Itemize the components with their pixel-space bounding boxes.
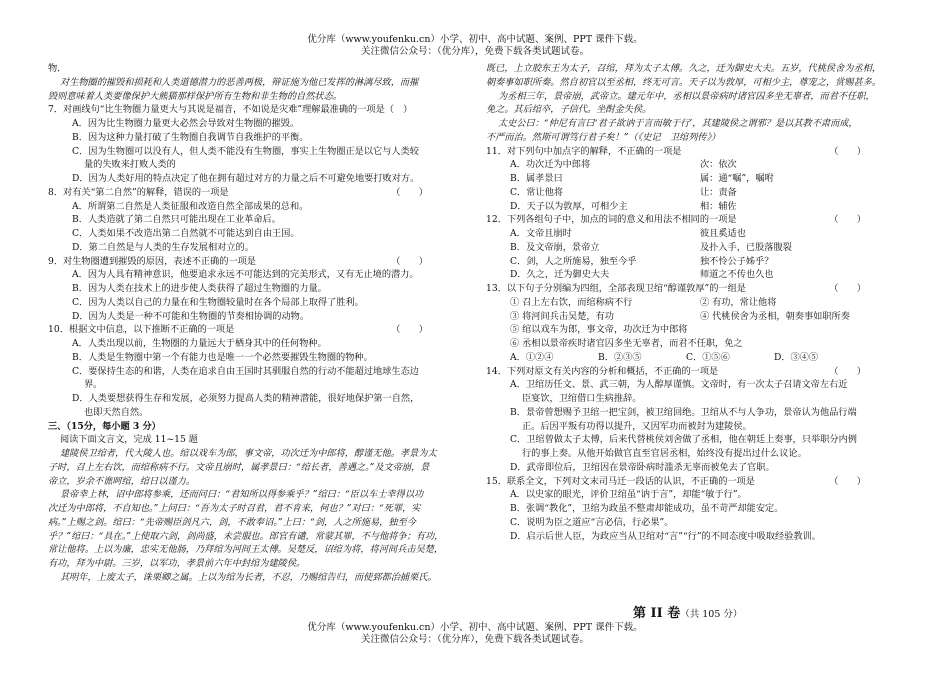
option-text: ① 召上左右饮，而绾称病不行 <box>510 296 633 308</box>
text-line: A．所谓第二自然是人类征服和改造自然全部成果的总和。 <box>72 200 309 212</box>
option-text: C．常让他将 <box>510 186 563 198</box>
question-text: 8．对有关“第二自然”的解释，错误的一项是 <box>48 186 229 198</box>
text-line: 朝奏事如职所奏。然自初官以至丞相，终无可言。天子以为敦厚，可相少主，尊宠之，赏赐甚多。 <box>486 76 882 88</box>
option-gloss: 师道之不传也久也 <box>700 269 774 281</box>
option-gloss: ④ 代桃侯舍为丞相，朝奏事如职所奏 <box>700 310 850 322</box>
text-line: 不严而治。然斯可谓笃行君子矣！”（《史记 卫绾列传》） <box>486 131 721 143</box>
question-text: 12．下列各组句子中，加点的词的意义和用法不相同的一项是 <box>486 214 737 226</box>
option-text: D．久之，迁为御史大夫 <box>510 269 610 281</box>
text-line: 病。”上赐之剑。绾曰：“先帝赐臣剑凡六，剑，不敢奉诏。”上曰：“剑，人之所施易，独至今 <box>48 516 416 528</box>
question-text: 9．对生物圈遭到摧毁的原因，表述不正确的一项是 <box>48 255 256 267</box>
text-line: 三、（15分，每小题 3 分） <box>48 420 161 432</box>
text-line: 其明年，上废太子，诛栗卿之属。上以为绾为长者，不忍，乃赐绾告归，而使郅都治捕栗氏。 <box>60 571 437 583</box>
text-line: 既已，上立胶东王为太子，召绾，拜为太子太傅。久之，迁为御史大夫。五岁，代桃侯舍为丞相， <box>486 63 882 74</box>
answer-option: D．③④⑤ <box>774 351 819 363</box>
option-pair <box>486 200 906 214</box>
page-header <box>0 34 950 58</box>
text-line: 次迁为中郎将，不自知也。”上问曰：“吾为太子时召君，君不肯来，何也？”对曰：“死罪，实 <box>48 503 421 514</box>
text-line: 正。后因平叛有功得以提升，又因军功而被封为建陵侯。 <box>522 420 752 432</box>
section-note: （共 105 分） <box>680 609 743 620</box>
option-gloss: ② 有功，常让他将 <box>700 296 777 308</box>
text-line: B．景帝曾想赐予卫绾一把宝剑，被卫绾回绝。卫绾从不与人争功，景帝认为他品行端 <box>510 406 857 418</box>
text-line: 界。 <box>84 379 103 391</box>
text-line: C．卫绾曾做太子太傅，后来代替桃侯刘舍做了丞相，他在朝廷上奏事，只举职分内例 <box>510 434 857 446</box>
text-line: 阅读下面文言文，完成 11~15 题 <box>60 434 198 446</box>
header-line-1: 优分库（www.youfenku.cn）小学、初中、高中试题、案例、PPT 课件下载。 <box>307 34 643 45</box>
option-gloss: 及扑入手，已股落腹裂 <box>700 241 792 253</box>
text-line: ⑥ 丞相以景帝疾时诸官囚多坐无辜者，而君不任职，免之 <box>510 338 743 349</box>
text-line: A．因为比生物圈力量更大必然会导致对生物圈的摧毁。 <box>72 118 300 129</box>
footer-line-1: 优分库（www.youfenku.cn）小学、初中、高中试题、案例、PPT 课件下载。 <box>307 622 643 633</box>
text-line: C．要保持生态的和谐，人类在追求自由王国时其驯服自然的行动不能超过地球生态边 <box>72 365 419 377</box>
option-pair <box>486 255 906 269</box>
text-line: 为丞相三年，景帝崩，武帝立。建元年中，丞相以景帝病时诸官囚多坐无辜者，而君不任职， <box>498 90 875 102</box>
text-line: 毁则意味着人类要像保护大熊猫那样保护所有生物和非生物的自然状态。 <box>48 90 342 102</box>
question-text: 11．对下列句中加点字的解释，不正确的一项是 <box>486 145 682 157</box>
answer-option: B．②③⑤ <box>598 351 642 363</box>
text-line: D．人类要想获得生存和发展，必须努力提高人类的精神潜能，很好地保护第一自然， <box>72 393 420 404</box>
option-gloss: 属：通“嘱”，嘱咐 <box>700 173 774 184</box>
option-gloss: 次：依次 <box>700 159 737 171</box>
text-line: B．因为这种力量打破了生物圈自我调节自我维护的平衡。 <box>72 131 309 143</box>
text-line: 太史公曰：“仲尼有言曰‘君子欲讷于言而敏于行’，其建陵侯之谓邪？是以其教不肃而成， <box>498 118 858 129</box>
question-line <box>48 186 468 200</box>
text-line: 7．对画线句“比生物圈力量更大与其说是福音，不如说是灾难”理解最准确的一项是（ ） <box>48 104 413 116</box>
question-line <box>486 145 906 159</box>
text-line: C．因为人类以自己的力量在和生物圈较量时在各个局部上取得了胜利。 <box>72 296 364 308</box>
option-text: D．天子以为敦厚，可相少主 <box>510 200 628 212</box>
option-text: A．文帝且崩时 <box>510 228 572 239</box>
section-title-text: 第 II 卷 <box>633 606 681 621</box>
option-text: B．及文帝崩，景帝立 <box>510 241 600 253</box>
question-line <box>486 213 906 227</box>
question-line <box>48 255 468 269</box>
answer-paren: （ ） <box>829 283 866 294</box>
text-line: D．因为人类好用的特点决定了他在拥有超过对方的力量之后不可避免地要打败对方。 <box>72 173 420 184</box>
option-pair <box>486 227 906 241</box>
text-line: A．因为人具有精神意识，他要追求永远不可能达到的完美形式，又有无止境的潜力。 <box>72 269 419 281</box>
text-line: 量的失败来打败人类的 <box>84 159 176 171</box>
text-line: ⑤ 绾以戏车为郎，事文帝，功次迁为中郎将 <box>510 324 688 336</box>
text-line: 常让他将。上以为廉，忠实无他肠，乃拜绾为河间王太傅。吴楚反，诏绾为将，将河间兵击吴楚， <box>48 544 444 556</box>
text-line: B．人类是生物圈中第一个有能力也是唯一一个必然要摧毁生物圈的物种。 <box>72 351 373 363</box>
text-line: A．卫绾历任文、景、武三朝，为人醇厚谨慎。文帝时，有一次太子召请文帝左右近 <box>510 379 848 391</box>
text-line: 乎？”绾曰：“具在。”上使取六剑，剑尚盛，未尝服也。郎官有谴，常蒙其罪，不与他将争；有功， <box>48 530 444 542</box>
option-pair <box>486 172 906 186</box>
text-line: 景帝幸上林，诏中郎将参乘，还而问曰：“君知所以得参乘乎？”绾曰：“臣以车士幸得以功 <box>60 489 424 501</box>
answer-paren: （ ） <box>391 186 428 198</box>
answer-paren: （ ） <box>391 324 428 336</box>
option-gloss: 让：责备 <box>700 186 737 198</box>
text-line: A．以史家的眼光，评价卫绾虽“讷于言”，却能“敏于行”。 <box>510 489 747 501</box>
question-text: 15．联系全文，下列对文末司马迁一段话的认识，不正确的一项是 <box>486 475 755 487</box>
question-text: 13．以下句子分别编为四组，全部表现卫绾“醇谨敦厚”的一组是 <box>486 283 746 294</box>
right-column <box>486 62 906 543</box>
option-pair <box>486 310 906 324</box>
option-gloss: 相：辅佐 <box>700 200 737 212</box>
answer-option: A．①②④ <box>510 351 554 363</box>
text-line: A．人类出现以前，生物圈的力量远大于栖身其中的任何物种。 <box>72 338 327 349</box>
text-line: 建陵侯卫绾者，代大陵人也。绾以戏车为郎，事文帝，功次迁为中郎将，醇谨无他。孝景为太 <box>60 448 437 459</box>
question-line <box>486 365 906 379</box>
text-line: D．武帝即位后，卫绾因在景帝卧病时滥杀无辜而被免去了官职。 <box>510 461 775 473</box>
option-pair <box>486 186 906 200</box>
answer-options <box>486 351 906 365</box>
text-line: 子时，召上左右饮，而绾称病不行。文帝且崩时，属孝景曰：“绾长者，善遇之。”及文帝崩，景 <box>48 461 430 473</box>
section-title <box>633 602 742 621</box>
text-line: D．因为人类是一种不可能和生物圈的节奏相协调的动物。 <box>72 310 310 322</box>
question-line <box>486 282 906 296</box>
text-line: C．说明为臣之道应“言必信，行必果”。 <box>510 516 674 528</box>
text-line: B．人类造就了第二自然只可能出现在工业革命后。 <box>72 214 281 226</box>
option-gloss: 彼且奚适也 <box>700 228 746 239</box>
header-line-2: 关注微信公众号：（优分库），免费下载各类试题试卷。 <box>360 46 589 57</box>
answer-paren: （ ） <box>391 255 428 267</box>
answer-paren: （ ） <box>829 214 866 226</box>
text-line: B．因为人类在技术上的进步使人类获得了超过生物圈的力量。 <box>72 283 327 294</box>
left-column <box>48 62 468 585</box>
answer-option: C．①⑤⑥ <box>686 351 730 363</box>
text-line: C．因为生物圈可以没有人，但人类不能没有生物圈，事实上生物圈正是以它与人类较 <box>72 145 419 157</box>
text-line: D．第二自然是与人类的生存发展相对立的。 <box>72 241 254 253</box>
question-line <box>48 323 468 337</box>
answer-paren: （ ） <box>829 475 866 487</box>
page-footer <box>0 622 950 646</box>
text-line: 行的事上奏。从他开始做官直至官居丞相，始终没有提出过什么议论。 <box>522 448 807 459</box>
text-line: D．启示后世人臣，为政应当从卫绾对“言”“行”的不同态度中吸取经验教训。 <box>510 530 821 542</box>
text-line: 也即天然自然。 <box>84 406 149 418</box>
text-line: 物． <box>48 63 67 74</box>
text-line: 帝立，岁余不谯呵绾，绾日以谨力。 <box>48 475 195 487</box>
text-line: 有功，拜为中尉。三岁，以军功，孝景前六年中封绾为建陵侯。 <box>48 558 306 569</box>
footer-line-2: 关注微信公众号：（优分库），免费下载各类试题试卷。 <box>360 634 589 645</box>
text-line: 免之。其后绾卒，子信代。坐酎金失侯。 <box>486 104 652 116</box>
answer-paren: （ ） <box>829 365 866 377</box>
question-text: 14．下列对原文有关内容的分析和概括，不正确的一项是 <box>486 365 719 377</box>
text-line: B．张调“教化”，卫绾为政虽不整肃却能成功，虽不苛严却能安定。 <box>510 503 784 514</box>
option-text: A．功次迁为中郎将 <box>510 159 591 171</box>
answer-paren: （ ） <box>829 145 866 157</box>
option-text: ③ 将河间兵击吴楚，有功 <box>510 310 614 322</box>
option-text: C．剑，人之所施易，独至今乎 <box>510 255 637 267</box>
question-line <box>486 475 906 489</box>
option-pair <box>486 158 906 172</box>
text-line: 臣宴饮，卫绾借口生病推辞。 <box>522 393 642 404</box>
option-pair <box>486 268 906 282</box>
option-gloss: 独不怜公子姊乎？ <box>700 255 774 267</box>
question-text: 10．根据文中信息，以下推断不正确的一项是 <box>48 324 235 336</box>
option-pair <box>486 296 906 310</box>
option-pair <box>486 241 906 255</box>
text-line: 对生物圈的摧毁和损耗和人类道德潜力的恶善两极，辩证施为他已发挥的淋漓尽致，而摧 <box>60 76 419 88</box>
text-line: C．人类如果不改造出第二自然就不可能达到自由王国。 <box>72 228 300 239</box>
option-text: B．属孝景曰 <box>510 173 563 184</box>
